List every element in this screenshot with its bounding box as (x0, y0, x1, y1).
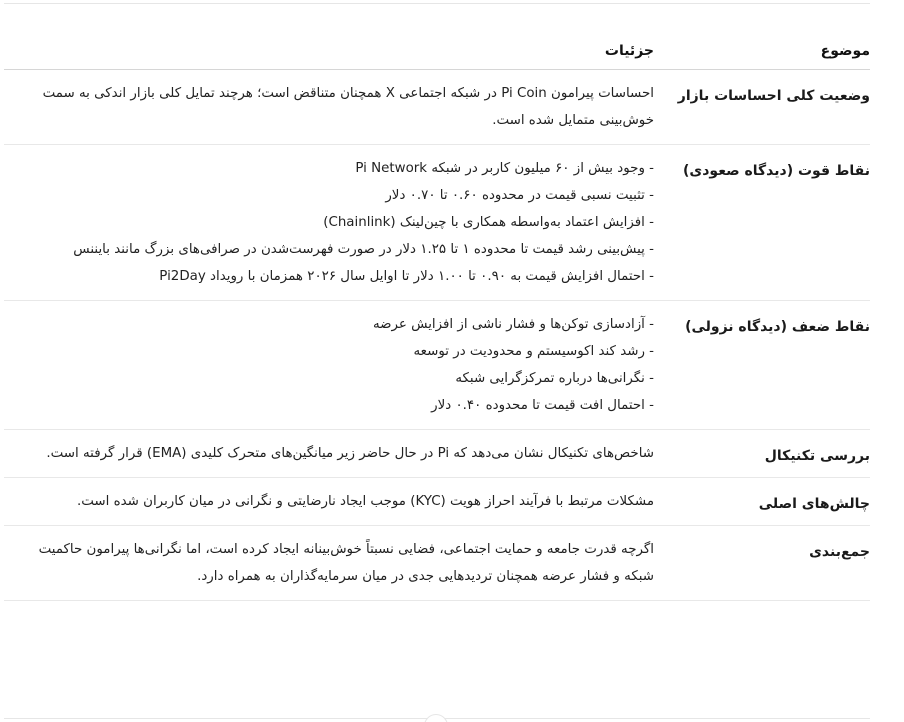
row-detail-list (4, 301, 654, 430)
row-topic: جمع‌بندی (654, 526, 870, 601)
row-topic: نقاط ضعف (دیدگاه نزولی) (654, 301, 870, 430)
list-item: - احتمال افت قیمت تا محدوده ۰.۴۰ دلار (12, 392, 654, 419)
pi-coin-sentiment-table (4, 34, 870, 601)
list-item: - وجود بیش از ۶۰ میلیون کاربر در شبکه Pi Network (12, 155, 654, 182)
column-header-topic: موضوع (654, 34, 870, 70)
list-item: - احتمال افزایش قیمت به ۰.۹۰ تا ۱.۰۰ دلار تا اوایل سال ۲۰۲۶ همزمان با رویداد Pi2Day (12, 263, 654, 290)
list-item: - تثبیت نسبی قیمت در محدوده ۰.۶۰ تا ۰.۷۰ دلار (12, 182, 654, 209)
list-item: - پیش‌بینی رشد قیمت تا محدوده ۱ تا ۱.۲۵ دلار در صورت فهرست‌شدن در صرافی‌های بزرگ مانند بایننس (12, 236, 654, 263)
list-item: - نگرانی‌ها درباره تمرکزگرایی شبکه (12, 365, 654, 392)
row-topic: نقاط قوت (دیدگاه صعودی) (654, 145, 870, 301)
table-row (4, 301, 870, 430)
row-detail: شاخص‌های تکنیکال نشان می‌دهد که Pi در حال حاضر زیر میانگین‌های متحرک کلیدی (EMA) قرار گرفته است. (4, 430, 654, 478)
row-detail-list (4, 145, 654, 301)
list-item: - افزایش اعتماد به‌واسطه همکاری با چین‌لینک (Chainlink) (12, 209, 654, 236)
table-row (4, 430, 870, 478)
row-topic: بررسی تکنیکال (654, 430, 870, 478)
row-detail: مشکلات مرتبط با فرآیند احراز هویت (KYC) موجب ایجاد نارضایتی و نگرانی در میان کاربران شده است. (4, 478, 654, 526)
table-row (4, 526, 870, 601)
scroll-indicator[interactable] (424, 714, 448, 722)
top-divider (4, 3, 870, 4)
table-row (4, 478, 870, 526)
row-topic: وضعیت کلی احساسات بازار (654, 70, 870, 145)
table-row (4, 70, 870, 145)
table-header-row (4, 34, 870, 70)
list-item: - رشد کند اکوسیستم و محدودیت در توسعه (12, 338, 654, 365)
table-row (4, 145, 870, 301)
list-item: - آزادسازی توکن‌ها و فشار ناشی از افزایش عرضه (12, 311, 654, 338)
column-header-details: جزئیات (4, 34, 654, 70)
row-detail: احساسات پیرامون Pi Coin در شبکه اجتماعی X همچنان متناقض است؛ هرچند تمایل کلی بازار اندکی به سمت خوش‌بینی متمایل شده است. (4, 70, 654, 145)
row-detail: اگرچه قدرت جامعه و حمایت اجتماعی، فضایی نسبتاً خوش‌بینانه ایجاد کرده است، اما نگرانی‌ها پیرامون حاکمیت شبکه و فشار عرضه همچنان تردیدهایی جدی در میان سرمایه‌گذاران به همراه دارد. (4, 526, 654, 601)
row-topic: چالش‌های اصلی (654, 478, 870, 526)
